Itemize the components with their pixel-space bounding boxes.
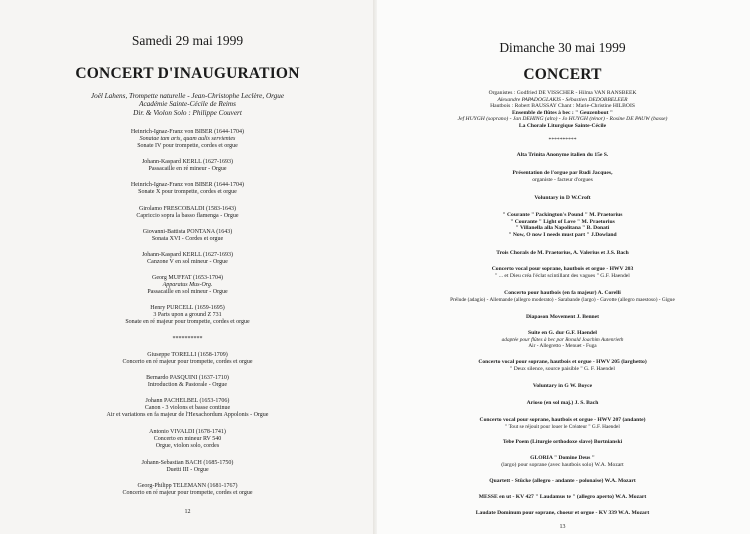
work-line: Sonata XVI - Cordes et orgue — [151, 236, 224, 243]
work-line: Concerto en ré majeur pour trompette, cordes et orgue — [122, 490, 253, 497]
credit-line: La Chorale Liturgique Sainte-Cécile — [518, 122, 607, 129]
program-entry — [375, 383, 750, 390]
entry-line: " Courante " Packington's Pound " M. Praetorius — [502, 212, 623, 218]
work-line: Sonate en ré majeur pour trompette, cordes et orgue — [125, 319, 250, 326]
entry-line: Laudate Dominum pour soprane, choeur et orgue - KV 339 W.A. Mozart — [475, 510, 650, 516]
right-page — [375, 0, 750, 534]
entry-line: Quartett - Stücke (allegro - andante - polonaise) W.A. Mozart — [489, 478, 636, 484]
composer: Georg MUFFAT (1653-1704) — [151, 275, 223, 281]
credit-line: Joël Lahens, Trompette naturelle - Jean-Christophe Leclère, Orgue — [90, 92, 285, 100]
program-entry — [375, 250, 750, 257]
program-entry — [375, 152, 750, 159]
program-item — [0, 398, 375, 419]
entry-line: Suite en G. dur G.F. Haendel — [527, 330, 597, 336]
work-line: Concerto en ré majeur pour trompette, cordes et orgue — [122, 359, 253, 366]
work-line: Canon - 3 violons et basse continue — [144, 405, 231, 412]
entry-line: Air - Allegretto - Menuet - Fuga — [528, 342, 597, 349]
page-gutter — [373, 0, 377, 534]
work-line: Air et variations en fa majeur de l'Hexachordum Appolonis - Orgue — [106, 412, 269, 419]
credit-line: Jef HUYGH (soprano) - Jan DEHING (alto) - Jo HUYGH (ténor) - Rosine DE PAUW (basse) — [457, 116, 668, 123]
program-entry — [375, 290, 750, 303]
program-entry — [375, 439, 750, 446]
program-item — [0, 275, 375, 296]
entry-line: adaptée pour flûtes à bec par Ronald Joachim Autenrieth — [501, 336, 624, 343]
program-item — [0, 483, 375, 497]
entry-line: Voluntary in D W.Croft — [534, 195, 591, 201]
credit-line: Dir. & Violon Solo : Philippe Couvert — [133, 108, 242, 117]
work-line: Passacaille en sol mineur - Orgue — [147, 289, 228, 296]
entry-line: Diapason Movement J. Bennet — [525, 314, 600, 320]
composer: Heinrich-Ignaz-Franz von BIBER (1644-1704) — [130, 182, 245, 188]
program-entry — [375, 417, 750, 430]
left-page-title: CONCERT D'INAUGURATION — [75, 65, 300, 82]
composer: Girolamo FRESCOBALDI (1583-1643) — [139, 206, 236, 212]
work-line: Sonate X pour trompette, cordes et orgue — [138, 189, 237, 196]
composer: Heinrich-Ignaz-Franz von BIBER (1644-1704) — [130, 129, 245, 135]
composer: Johann-Sebastian BACH (1685-1750) — [141, 460, 234, 466]
entry-line: Arioso (en sol maj.) J. S. Bach — [526, 400, 599, 406]
entry-line: Présentation de l'orgue par Rudi Jacques, — [512, 170, 613, 176]
work-line: Capriccio sopra la basso flamenga - Orgue — [136, 213, 239, 220]
program-entry — [375, 195, 750, 202]
program-entry — [375, 330, 750, 349]
work-line: Passacaille en ré mineur - Orgue — [148, 166, 227, 173]
entry-line: (largo) pour soprane (avec hautbois solo) W.A. Mozart — [501, 461, 624, 468]
composer: Johann-Kaspard KERLL (1627-1693) — [141, 252, 234, 258]
separator: ********** — [548, 137, 577, 143]
entry-line: GLORIA " Domine Deus " — [530, 455, 595, 461]
entry-line: Trois Chorals de M. Praetorius, A. Valerius et J.S. Bach — [496, 250, 629, 256]
composer: Johann PACHELBEL (1653-1706) — [145, 398, 230, 404]
composer: Antonio VIVALDI (1678-1741) — [149, 429, 226, 435]
program-entry — [375, 170, 750, 183]
work-line: Sonatae tam aris, quam aulis servientes — [139, 136, 236, 143]
composer: Henry PURCELL (1659-1695) — [150, 305, 225, 311]
entry-line: " ... et Dieu créa l'éclat scintillant des vagues " G.F. Haendel — [495, 272, 630, 279]
credit-line: Alexandre PAPADOGLAKIS - Sébastien DEDOBBELEER — [497, 96, 628, 103]
entry-line: " Villanella alla Napolitana " B. Donati — [515, 225, 610, 232]
program-item — [0, 206, 375, 220]
credit-line: Académie Sainte-Cécile de Reims — [139, 100, 236, 109]
left-credits — [0, 92, 375, 117]
program-entry — [375, 359, 750, 372]
program-entry — [375, 266, 750, 279]
composer: Giuseppe TORELLI (1658-1709) — [147, 352, 228, 358]
entry-line: " Courante " Light of Love " M. Praetorius — [510, 218, 615, 225]
work-line: Orgue, violon solo, cordes — [155, 443, 220, 450]
right-page-date: Dimanche 30 mai 1999 — [499, 40, 626, 55]
program-entry — [375, 400, 750, 407]
entry-line: Concerto vocal pour soprane, hautbois et orgue - HWV 203 — [491, 266, 634, 272]
entry-line: Prélude (adagio) - Allemande (allegro moderato) - Sarabande (largo) - Gavotte (allegro maestoso) - Gigue — [450, 296, 675, 303]
right-credits — [375, 90, 750, 130]
program-item — [0, 182, 375, 196]
program-item — [0, 352, 375, 366]
program-item — [0, 229, 375, 243]
program-item — [0, 159, 375, 173]
work-line: Apparatus Mus-Org. — [162, 282, 213, 289]
work-line: Sonate IV pour trompette, cordes et orgue — [137, 143, 238, 150]
work-line: Duetti III - Orgue — [166, 467, 209, 474]
credit-line: Organistes : Godfried DE VISSCHER - Hilma VAN RANSBEEK — [488, 90, 637, 96]
entry-line: MESSE en ut - KV 427 " Laudamus te " (allegro aperto) W.A. Mozart — [478, 494, 647, 500]
entry-line: Concerto pour hautbois (en fa majeur) A. Corelli — [504, 290, 621, 296]
work-line: Concerto en mineur RV 540 — [153, 436, 222, 443]
program-item — [0, 375, 375, 389]
credit-line: Hautbois : Robert BAUSSAY Chant : Marie-Christine HILBOIS — [490, 103, 635, 110]
entry-line: Concerto vocal pour soprane, hautbois et orgue - HWV 205 (larghetto) — [478, 359, 647, 365]
entry-line: " Deux silence, source paisible " G. F. Haendel — [510, 365, 615, 372]
program-item — [0, 429, 375, 450]
program-item — [0, 305, 375, 326]
right-page-title: CONCERT — [523, 66, 602, 83]
work-line: Introduction & Pastorale - Orgue — [147, 382, 228, 389]
entry-line: Voluntary in G W. Boyce — [532, 383, 593, 389]
page-number: 12 — [184, 509, 191, 515]
composer: Giovanni-Battista PONTANA (1643) — [142, 229, 233, 235]
entry-line: Alta Trinita Anonyme italien du 15e S. — [516, 152, 609, 158]
entry-line: " Now, O now I needs must part " J.Dowland — [508, 231, 617, 238]
program-entry — [375, 510, 750, 517]
entry-line: " Tout se réjouit pour louer le Créateur " G.F. Haendel — [505, 423, 620, 430]
page-number: 13 — [559, 524, 566, 530]
composer: Georg-Philipp TELEMANN (1681-1767) — [137, 483, 238, 489]
program-item — [0, 252, 375, 266]
entry-line: Concerto vocal pour soprane, hautbois et orgue - HWV 207 (andante) — [479, 417, 646, 423]
program-entry — [375, 494, 750, 501]
left-page-date: Samedi 29 mai 1999 — [131, 33, 244, 48]
entry-line: Tebe Poem (Liturgie orthodoxe slave) Bortnianski — [502, 439, 623, 445]
program-entry — [375, 455, 750, 468]
composer: Bernardo PASQUINI (1637-1710) — [146, 375, 229, 381]
work-line: Canzone V en sol mineur - Orgue — [147, 259, 228, 266]
program-item — [0, 129, 375, 150]
program-item — [0, 460, 375, 474]
program-entry — [375, 478, 750, 485]
entry-line: organiste - facteur d'orgues — [532, 176, 593, 183]
credit-line: Ensemble de flûtes à bec : " Geuzenbout " — [512, 109, 613, 116]
program-entry — [375, 314, 750, 321]
program-entry — [375, 212, 750, 238]
work-line: 3 Parts upon a ground Z 731 — [153, 312, 222, 319]
composer: Johann-Kaspard KERLL (1627-1693) — [141, 159, 234, 165]
separator: ********** — [172, 336, 203, 342]
